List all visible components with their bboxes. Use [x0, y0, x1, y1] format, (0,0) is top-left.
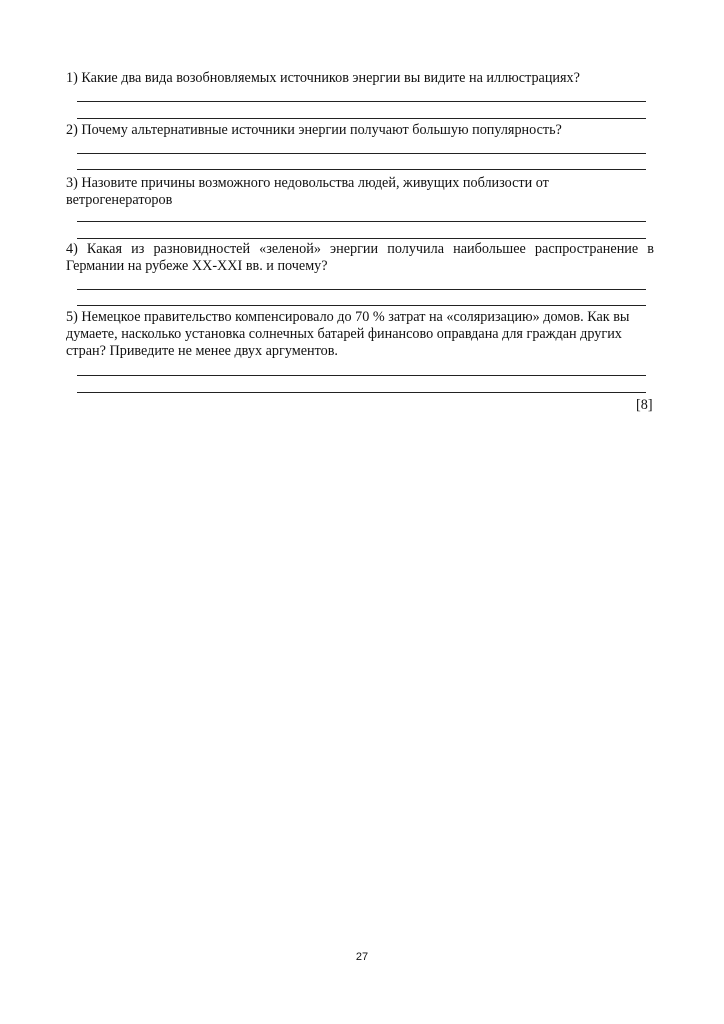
question-5: 5) Немецкое правительство компенсировало до 70 % затрат на «соляризацию» домов. Как вы думаете, насколько установка солнечных батарей финансово оправдана для граждан других стран? Приведите не менее двух аргументов.	[66, 309, 630, 359]
score-marker: [8]	[636, 397, 653, 413]
answer-line-1b	[77, 118, 646, 119]
answer-line-3a	[77, 221, 646, 222]
answer-line-1a	[77, 101, 646, 102]
answer-line-5b	[77, 392, 646, 393]
question-2: 2) Почему альтернативные источники энергии получают большую популярность?	[66, 122, 562, 138]
answer-line-3b	[77, 238, 646, 239]
answer-line-5a	[77, 375, 646, 376]
question-4: 4) Какая из разновидностей «зеленой» энергии получила наибольшее распространение в Германии на рубеже XX-XXI вв. и почему?	[66, 241, 654, 274]
answer-line-4a	[77, 289, 646, 290]
question-1: 1) Какие два вида возобновляемых источников энергии вы видите на иллюстрациях?	[66, 70, 580, 86]
question-3: 3) Назовите причины возможного недовольства людей, живущих поблизости от ветрогенераторов	[66, 175, 549, 208]
answer-line-2a	[77, 153, 646, 154]
answer-line-2b	[77, 169, 646, 170]
page-number: 27	[355, 951, 369, 963]
answer-line-4b	[77, 305, 646, 306]
